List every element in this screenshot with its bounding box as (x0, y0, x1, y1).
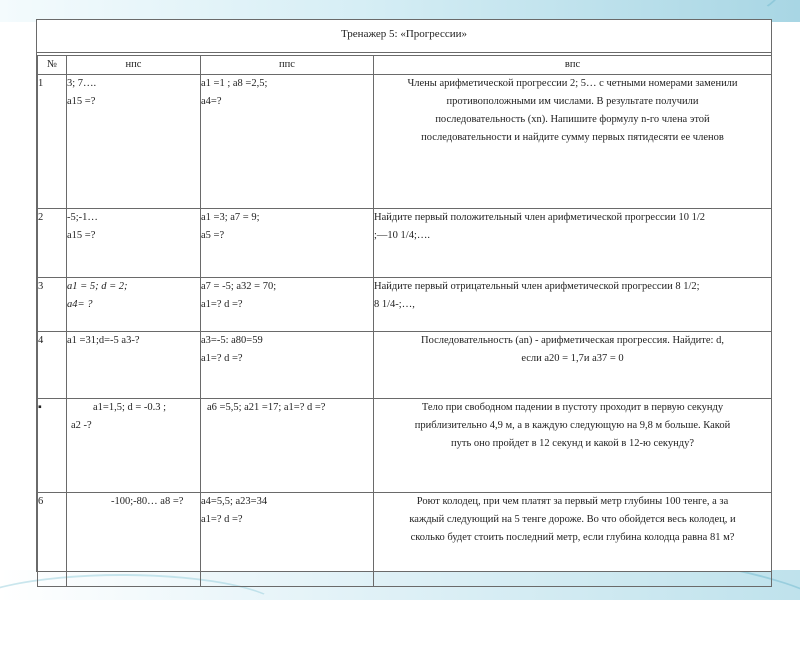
table-row (38, 278, 772, 332)
low-level-task (67, 332, 201, 399)
exercise-table (37, 55, 772, 587)
table-row (38, 399, 772, 493)
task-line: 3; 7…. (67, 78, 97, 89)
task-line: последовательности и найдите сумму первых пятидесяти ее членов (421, 132, 724, 143)
mid-level-task (201, 209, 374, 278)
task-line: a15 =? (67, 230, 96, 241)
high-level-task (374, 399, 772, 493)
task-line: Роют колодец, при чем платят за первый метр глубины 100 тенге, а за (416, 496, 729, 507)
task-line: Тело при свободном падении в пустоту проходит в первую секунду (421, 402, 724, 413)
task-line: a1 =31;d=-5 a3-? (67, 335, 140, 346)
header-high-level: впс (374, 56, 772, 75)
task-line: Члены арифметической прогрессии 2; 5… с четными номерами заменили (407, 78, 738, 89)
task-line: приблизительно 4,9 м, а в каждую следующую на 9,8 м больше. Какой (414, 420, 731, 431)
table-row (38, 75, 772, 209)
task-line: сколько будет стоить последний метр, если глубина колодца равна 81 м? (410, 532, 735, 543)
task-line: Найдите первый отрицательный член арифметической прогрессии 8 1/2; (374, 281, 700, 292)
task-line: a1=? d =? (201, 514, 243, 525)
task-line: ;—10 1/4;…. (374, 230, 431, 241)
task-line: Найдите первый положительный член арифметической прогрессии 10 1/2 (374, 212, 706, 223)
mid-level-task (201, 75, 374, 209)
task-line: a6 =5,5; a21 =17; a1=? d =? (207, 402, 326, 413)
mid-level-task (201, 399, 374, 493)
task-line: Последовательность (an) - арифметическая прогрессия. Найдите: d, (421, 335, 724, 346)
task-line: -100;-80… a8 =? (111, 496, 184, 507)
table-row (38, 332, 772, 399)
header-low-level: нпс (67, 56, 201, 75)
high-level-task (374, 209, 772, 278)
high-level-task (374, 332, 772, 399)
row-number: 3 (38, 278, 67, 332)
row-number: 2 (38, 209, 67, 278)
task-line: a15 =? (67, 96, 96, 107)
task-line: каждый следующий на 5 тенге дороже. Во что обойдется весь колодец, и (409, 514, 736, 525)
task-line: a7 = -5; a32 = 70; (201, 281, 277, 292)
task-line: a1=1,5; d = -0.3 ; (93, 402, 167, 413)
mid-level-task (201, 278, 374, 332)
low-level-task (67, 399, 201, 493)
task-line: a3=-5: a80=59 (201, 335, 263, 346)
header-row (38, 56, 772, 75)
task-line: a4= ? (67, 299, 93, 310)
task-line: путь оно пройдет в 12 секунд и какой в 12-ю секунду? (451, 438, 694, 449)
low-level-task (67, 278, 201, 332)
task-line: -5;-1… (67, 212, 98, 223)
header-number: № (38, 56, 67, 75)
table-row (38, 493, 772, 587)
task-line: a1 =1 ; a8 =2,5; (201, 78, 268, 89)
task-line: 8 1/4-;…, (374, 299, 415, 310)
task-line: a1=? d =? (201, 353, 243, 364)
mid-level-task (201, 493, 374, 587)
low-level-task (67, 209, 201, 278)
task-line: a4=? (201, 96, 222, 107)
task-line: a4=5,5; a23=34 (201, 496, 268, 507)
low-level-task (67, 75, 201, 209)
high-level-task (374, 278, 772, 332)
page-title: Тренажер 5: «Прогрессии» (37, 20, 771, 53)
row-number: 4 (38, 332, 67, 399)
header-mid-level: ппс (201, 56, 374, 75)
low-level-task (67, 493, 201, 587)
row-number: 6 (38, 493, 67, 587)
task-line: a1 =3; a7 = 9; (201, 212, 260, 223)
table-row (38, 209, 772, 278)
task-line: a2 -? (71, 420, 92, 431)
row-number: 1 (38, 75, 67, 209)
task-line: a5 =? (201, 230, 225, 241)
mid-level-task (201, 332, 374, 399)
task-line: последовательность (xn). Напишите формулу n-го члена этой (435, 114, 710, 125)
task-line: противоположными им числами. В результате получили (446, 96, 699, 107)
task-line: a1=? d =? (201, 299, 243, 310)
high-level-task (374, 493, 772, 587)
row-bullet: ▪ (38, 399, 67, 493)
task-line: a1 = 5; d = 2; (67, 281, 128, 292)
high-level-task (374, 75, 772, 209)
exercise-sheet (36, 19, 772, 572)
task-line: если a20 = 1,7и a37 = 0 (521, 353, 624, 364)
